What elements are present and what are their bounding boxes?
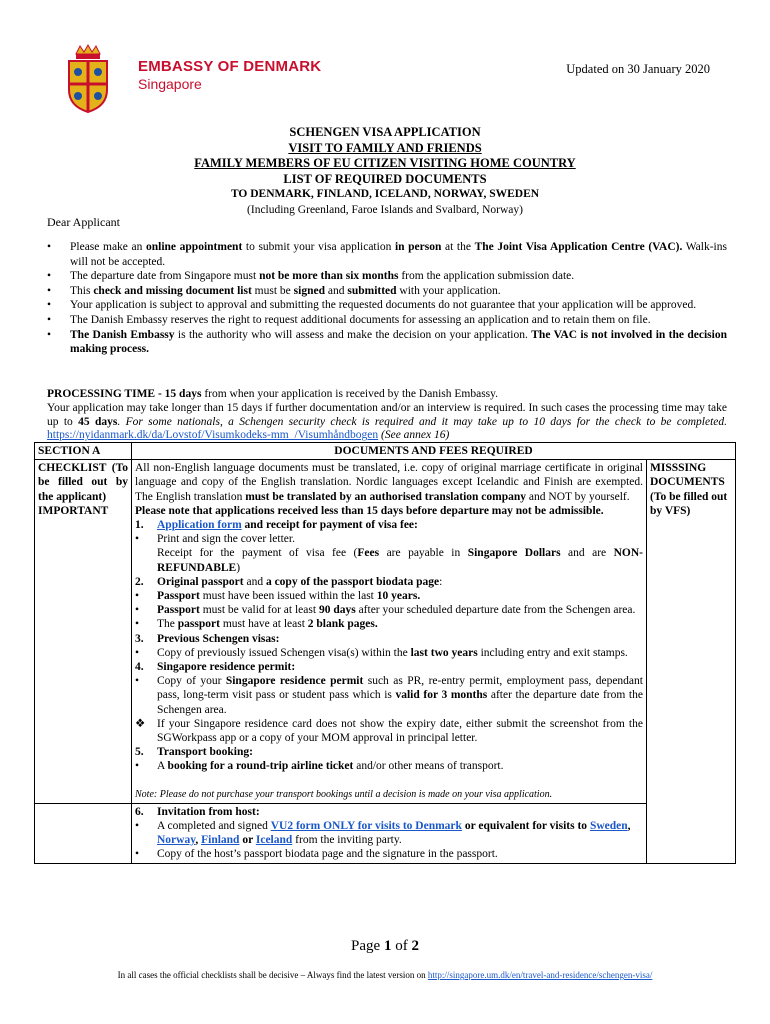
updated-date: Updated on 30 January 2020 (566, 62, 710, 76)
title-including: (Including Greenland, Faroe Islands and Svalbard, Norway) (247, 203, 523, 216)
embassy-name: EMBASSY OF DENMARK (138, 58, 322, 75)
vu2-form-link[interactable]: VU2 form ONLY for visits to Denmark (270, 820, 462, 833)
title-countries: TO DENMARK, FINLAND, ICELAND, NORWAY, SWEDEN (230, 188, 540, 200)
documents-column: All non-English language documents must be translated, i.e. copy of original marriage certificate in original language and copy of the English translation. Nordic languages except Icelandic and Finish are exempted. The English translation must be translated by an authorised translation company and NOT by yourself. Please note that applications received less than 15 days before departure may not be admissible. 1. Application form and receipt for payment of visa fee: • Print and sign the cover letter. Receipt for the payment of visa fee (Fees are payable in Singapore Dollars and are NON-REFUNDABLE) 2. Original passport and a copy of the passport biodata page: • Passport must have been issued within the last 10 years. • Passport must be valid for at least 90 days after your scheduled departure date from the Schengen area. • The passport must have at least 2 blank pages. 3. Previous Schengen visas: • Copy of previously issued Schengen visa(s) within the last two years including entry and exit stamps. 4. Singapore residence permit: • Copy of your Singapore residence permit such as PR, re-entry permit, employment pass, dependant pass, long-term visit pass or student pass which is valid for 3 months after the departure date from the Schengen area. ❖ If your Singapore residence card does not show the expiry date, either submit the screenshot from the SGWorkpass app or a copy of your MOM approval in principal letter. 5. Transport booking: • A booking for a round-trip airline ticket and/or other means of transport. Note: Please do not purchase your transport bookings until a decision is made on your visa application. (132, 460, 647, 804)
invitation-cell: 6. Invitation from host: • A completed and signed VU2 form ONLY for visits to Denmark or equivalent for visits to Sweden, Norway, Finland or Iceland from the inviting party. • Copy of the host’s passport biodata page and the signature in the passport. (132, 803, 647, 863)
norway-link[interactable]: Norway (157, 834, 196, 847)
transport-note: Note: Please do not purchase your transport bookings until a decision is made on your visa application. (135, 788, 553, 800)
sweden-link[interactable]: Sweden (589, 820, 628, 833)
processing-time: PROCESSING TIME - 15 days from when your application is received by the Danish Embassy. Your application may take longer than 15 days if further documentation and/or an interview is required. In such cases the processing time may take up to 45 days. For some nationals, a Schengen security check is required and it may take up to 10 days for the check to be completed. https://nyidanmark.dk/da/Lovstof/Visumkodeks-mm_/Visumhåndbogen (See annex 16) (47, 388, 728, 442)
visa-handbook-link[interactable]: https://nyidanmark.dk/da/Lovstof/Visumkodeks-mm_/Visumhåndbogen (47, 429, 379, 442)
finland-link[interactable]: Finland (201, 834, 240, 847)
missing-documents-column: MISSSING DOCUMENTS (To be filled out by VFS) (647, 460, 736, 863)
document-titles (0, 125, 770, 218)
translation-requirement: All non-English language documents must be translated, i.e. copy of original marriage certificate in original language and copy of the English translation. Nordic languages except Icelandic and Finish are exempted. The English translation must be translated by an authorised translation company and NOT by yourself. (135, 462, 643, 503)
schengen-visa-link[interactable]: http://singapore.um.dk/en/travel-and-residence/schengen-visa/ (427, 970, 653, 980)
application-form-link[interactable]: Application form (157, 519, 242, 532)
item-application-form: 1. Application form and receipt for payment of visa fee: (135, 519, 418, 532)
title-visit: VISIT TO FAMILY AND FRIENDS (288, 140, 482, 155)
important-note: Please note that applications received less than 15 days before departure may not be admissible. (135, 504, 604, 517)
item-previous-visas: 3. Previous Schengen visas: (135, 632, 280, 645)
item-transport: 5. Transport booking: (135, 746, 253, 759)
iceland-link[interactable]: Iceland (255, 834, 293, 847)
item-invitation: 6. Invitation from host: (135, 805, 260, 818)
embassy-city: Singapore (138, 76, 202, 92)
title-family: FAMILY MEMBERS OF EU CITIZEN VISITING HOME COUNTRY (194, 156, 576, 170)
item-passport: 2. Original passport and a copy of the passport biodata page: (135, 575, 443, 588)
bullet-approval: • Your application is subject to approval and submitting the requested documents do not guarantee that your application will be approved. (47, 298, 727, 313)
bullet-reserves: • The Danish Embassy reserves the right to request additional documents for assessing an application and to retain them on file. (47, 313, 727, 328)
bullet-authority: • The Danish Embassy is the authority who will assess and make the decision on your application. The VAC is not involved in the decision making process. (47, 328, 727, 357)
bullet-checklist: • This check and missing document list must be signed and submitted with your application. (47, 284, 727, 299)
title-list: LIST OF REQUIRED DOCUMENTS (283, 171, 487, 186)
intro-bullets (47, 240, 727, 357)
documents-fees-header: DOCUMENTS AND FEES REQUIRED (132, 443, 736, 460)
checklist-column: CHECKLIST (To be filled out by the applicant) IMPORTANT (35, 460, 132, 804)
salutation: Dear Applicant (47, 215, 120, 229)
footer: In all cases the official checklists shall be decisive – Always find the latest version on http://singapore.um.dk/en/travel-and-residence/schengen-visa/ (117, 970, 653, 980)
requirements-table (34, 442, 736, 864)
item-residence-permit: 4. Singapore residence permit: (135, 661, 296, 674)
title-schengen: SCHENGEN VISA APPLICATION (289, 125, 481, 139)
bullet-appointment: • Please make an online appointment to submit your visa application in person at the The Joint Visa Application Centre (VAC). Walk-ins will not be accepted. (47, 240, 727, 269)
bullet-departure: • The departure date from Singapore must not be more than six months from the application submission date. (47, 269, 727, 284)
denmark-coat-of-arms-icon (66, 44, 110, 114)
page-number: Page 1 of 2 (351, 938, 419, 954)
section-a-header: SECTION A (35, 443, 132, 460)
